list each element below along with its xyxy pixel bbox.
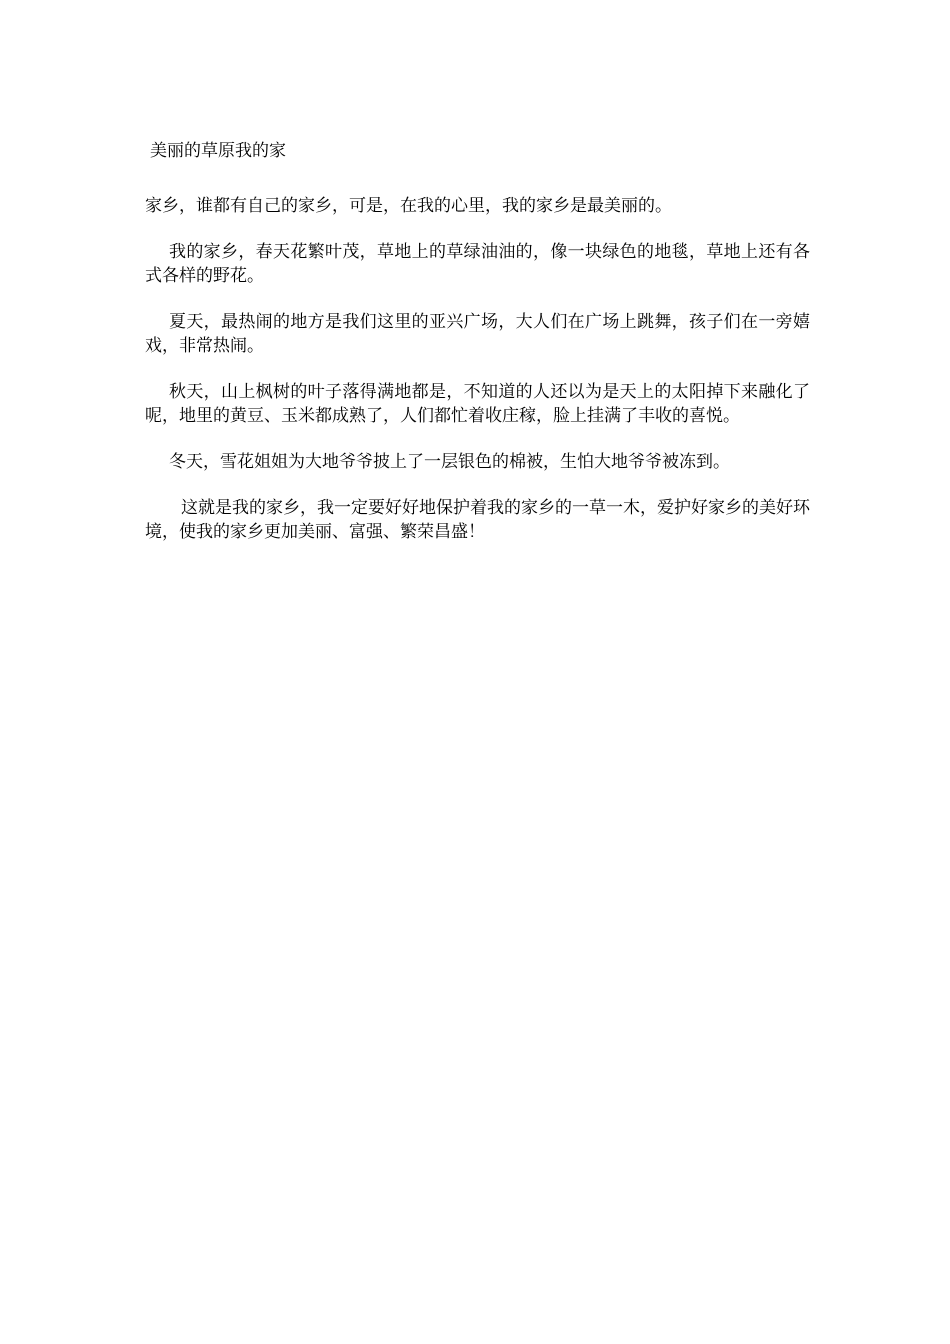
paragraph-summer: 夏天，最热闹的地方是我们这里的亚兴广场，大人们在广场上跳舞，孩子们在一旁嬉戏，非常热闹。	[145, 312, 810, 356]
paragraph-autumn: 秋天，山上枫树的叶子落得满地都是，不知道的人还以为是天上的太阳掉下来融化了呢，地里的黄豆、玉米都成熟了，人们都忙着收庄稼，脸上挂满了丰收的喜悦。	[145, 382, 810, 426]
paragraph-intro: 家乡，谁都有自己的家乡，可是，在我的心里，我的家乡是最美丽的。	[145, 196, 672, 216]
document-title: 美丽的草原我的家	[150, 141, 286, 161]
document-body	[145, 138, 810, 566]
paragraph-winter: 冬天，雪花姐姐为大地爷爷披上了一层银色的棉被，生怕大地爷爷被冻到。	[169, 452, 730, 472]
paragraph-spring: 我的家乡，春天花繁叶茂，草地上的草绿油油的，像一块绿色的地毯，草地上还有各式各样的野花。	[145, 242, 810, 286]
paragraph-conclusion: 这就是我的家乡，我一定要好好地保护着我的家乡的一草一木，爱护好家乡的美好环境，使我的家乡更加美丽、富强、繁荣昌盛！	[145, 498, 810, 542]
